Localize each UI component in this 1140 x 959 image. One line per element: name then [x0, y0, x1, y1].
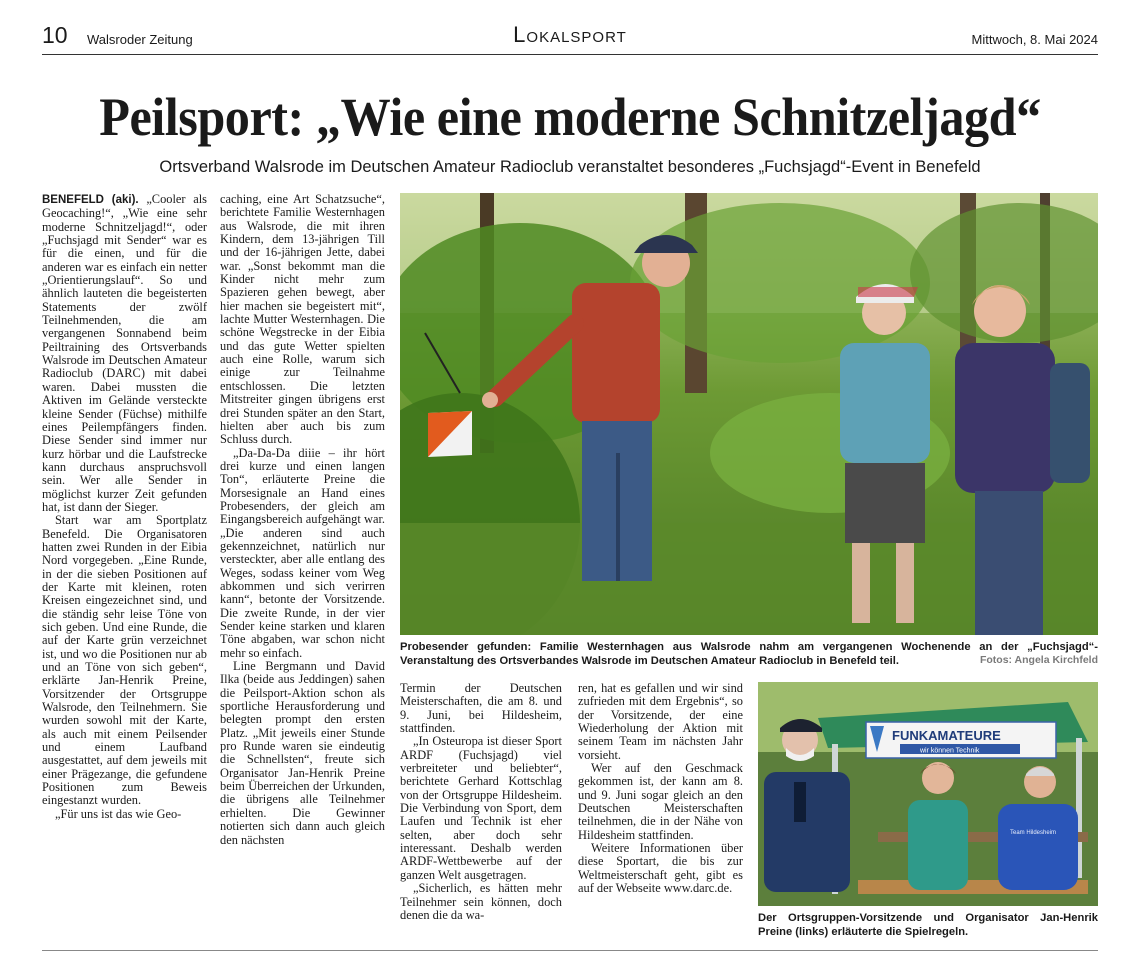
header-divider	[42, 54, 1098, 55]
article-headline: Peilsport: „Wie eine moderne Schnitzeljagd“	[99, 87, 1041, 147]
paragraph: „In Osteuropa ist dieser Sport ARDF (Fuchsjagd) viel verbreiteter und beliebter“, berichtete Gerhard Kottschlag von der Ortsgruppe Hildesheim. Die Verbindung von Sport, dem Laufen und Technik ist eher selten, aber doch sehr interessant. Deshalb werden ARDF-Wettbewerbe auf der ganzen Welt ausgetragen.	[400, 734, 562, 882]
text-column-1	[42, 193, 207, 821]
paragraph-text: „Cooler als Geocaching!“, „Wie eine sehr moderne Schnitzeljagd!“, oder „Fuchsjagd mit Sender“ war es für die einen, und für die anderen war es einfach ein netter „Orientierungslauf“. So und ähnlich lauteten die begeisterten Statements der zwölf Teilnehmenden, die am vergangenen Sonnabend beim Peiltraining des Ortsverbands Walsrode im Deutschen Amateur Radioclub (DARC) mit dabei waren. Dabei mussten die Aktiven im Gelände versteckte kleine Sender (Füchse) mithilfe eines Peilempfängers finden. Diese Sender sind immer nur kurz hörbar und die Laufstrecke kann durchaus anspruchsvoll sein. Wer alle Sender in möglichst kurzer Zeit gefunden hat, ist dann der Sieger.	[42, 192, 207, 514]
paragraph: „Da-Da-Da diiie – ihr hört drei kurze und einen langen Ton“, erläuterte Preine die Morsesignale an Hand eines Probesenders, der gleich am Eingangsbereich aufgehängt war. „Die anderen sind auch gekennzeichnet, natürlich nur versteckter, aber alle entlang des Weges, sodass keiner vom Weg abkommen und sich verirren kann“, betonte der Vorsitzende. Die zweite Runde, in der vier Sender keine starken und klaren Töne abgaben, war schon nicht mehr so einfach.	[220, 445, 385, 660]
text-column-3	[400, 682, 562, 922]
banner-subtext: wir können Technik	[920, 747, 980, 755]
paragraph: Line Bergmann und David Ilka (beide aus Jeddingen) sahen die Peilsport-Aktion schon als sportliche Herausforderung und belegten prompt den ersten Platz. „Mit jeweils einer Stunde pro Runde waren sie eindeutig die Schnellsten“, freute sich Organisator Jan-Henrik Preine beim Überreichen der Urkunden, die übrigens alle Teilnehmer erhielten. Die Gewinner notierten sich dann auch gleich den nächsten	[220, 659, 385, 847]
forest-scene-illustration	[400, 193, 1098, 635]
section-title: Lokalsport	[513, 22, 627, 47]
tent-scene-illustration	[758, 682, 1098, 906]
main-photo	[400, 193, 1098, 635]
second-photo	[758, 682, 1098, 906]
article-subheadline: Ortsverband Walsrode im Deutschen Amateur Radioclub veranstaltet besonderes „Fuchsjagd“-Event in Benefeld	[159, 158, 981, 176]
paragraph: ren, hat es gefallen und wir sind zufrieden mit dem Ergebnis“, so der Vorsitzende, der eine Wiederholung der Aktion mit seinem Team im nächsten Jahr vorsieht.	[578, 681, 743, 762]
paragraph: Start war am Sportplatz Benefeld. Die Organisatoren hatten zwei Runden in der Eibia Nord vorgegeben. „Eine Runde, in der die sieben Positionen auf der Karte mit kleinen, roten Kreisen eingezeichnet sind, und die ständig sehr leise Töne von sich geben. Und eine Runde, die auf der Karte grün verzeichnet ist, und wo die Positionen nur ab und an Töne von sich geben“, erklärte Jan-Henrik Preine, Vorsitzender der Ortsgruppe Walsrode, den Teilnehmern. Sie wurden sowohl mit der Karte, als auch mit einem Peilsender und einem Laufband ausgestattet, auf dem jeweils mit einer Prägezange, die gefundene Positionen zum Beweis eingestanzt wurden.	[42, 513, 207, 808]
dateline: BENEFELD (aki).	[42, 194, 139, 206]
paragraph: caching, eine Art Schatzsuche“, berichtete Familie Westernhagen aus Walsrode, die mit ihren Kindern, dem 13-jährigen Till und der 16-jährigen Jette, dabei war. „Sonst bekommt man die Kinder nicht mehr zum Spazieren gehen bewegt, aber hier machen sie begeistert mit“, lachte Mutter Westernhagen. Die schöne Wegstrecke in der Eibia und das gute Wetter spielten auch eine Rolle, warum sich einige zur Teilnahme entschlossen. Die letzten Mitstreiter gingen übrigens erst drei Stunden später an den Start, hielten aber auch bis zum Schluss durch.	[220, 192, 385, 447]
issue-date: Mittwoch, 8. Mai 2024	[971, 32, 1098, 47]
shirt-text: Team Hildesheim	[1010, 830, 1057, 836]
photo-credit: Fotos: Angela Kirchfeld	[979, 654, 1098, 666]
paragraph: Termin der Deutschen Meisterschaften, die am 8. und 9. Juni, bei Hildesheim, stattfinden.	[400, 681, 562, 736]
text-column-2	[220, 193, 385, 847]
paragraph: „Sicherlich, es hätten mehr Teilnehmer sein können, doch denen die da wa-	[400, 881, 562, 922]
banner-text: FUNKAMATEURE	[892, 728, 1001, 743]
second-photo-caption: Der Ortsgruppen-Vorsitzende und Organisator Jan-Henrik Preine (links) erläuterte die Spielregeln.	[758, 912, 1098, 938]
paragraph: Weitere Informationen über diese Sportart, die bis zur Weltmeisterschaft geht, gibt es auf der Webseite www.darc.de.	[578, 841, 743, 896]
newspaper-name: Walsroder Zeitung	[87, 32, 193, 47]
page-number: 10	[42, 22, 68, 48]
main-photo-caption: Probesender gefunden: Familie Westernhagen aus Walsrode nahm am vergangenen Wochenende an der „Fuchsjagd“-Veranstaltung des Ortsverbandes Walsrode im Deutschen Amateur Radioclub in Benefeld teil.	[400, 641, 1098, 667]
text-column-4	[578, 682, 743, 896]
paragraph: Wer auf den Geschmack gekommen ist, der kann am 8. und 9. Juni sogar gleich an den Deutschen Meisterschaften teilnehmen, die in der Nähe von Hildesheim stattfinden.	[578, 761, 743, 842]
footer-divider	[42, 950, 1098, 951]
paragraph: „Für uns ist das wie Geo-	[55, 806, 182, 821]
paragraph	[42, 193, 207, 514]
